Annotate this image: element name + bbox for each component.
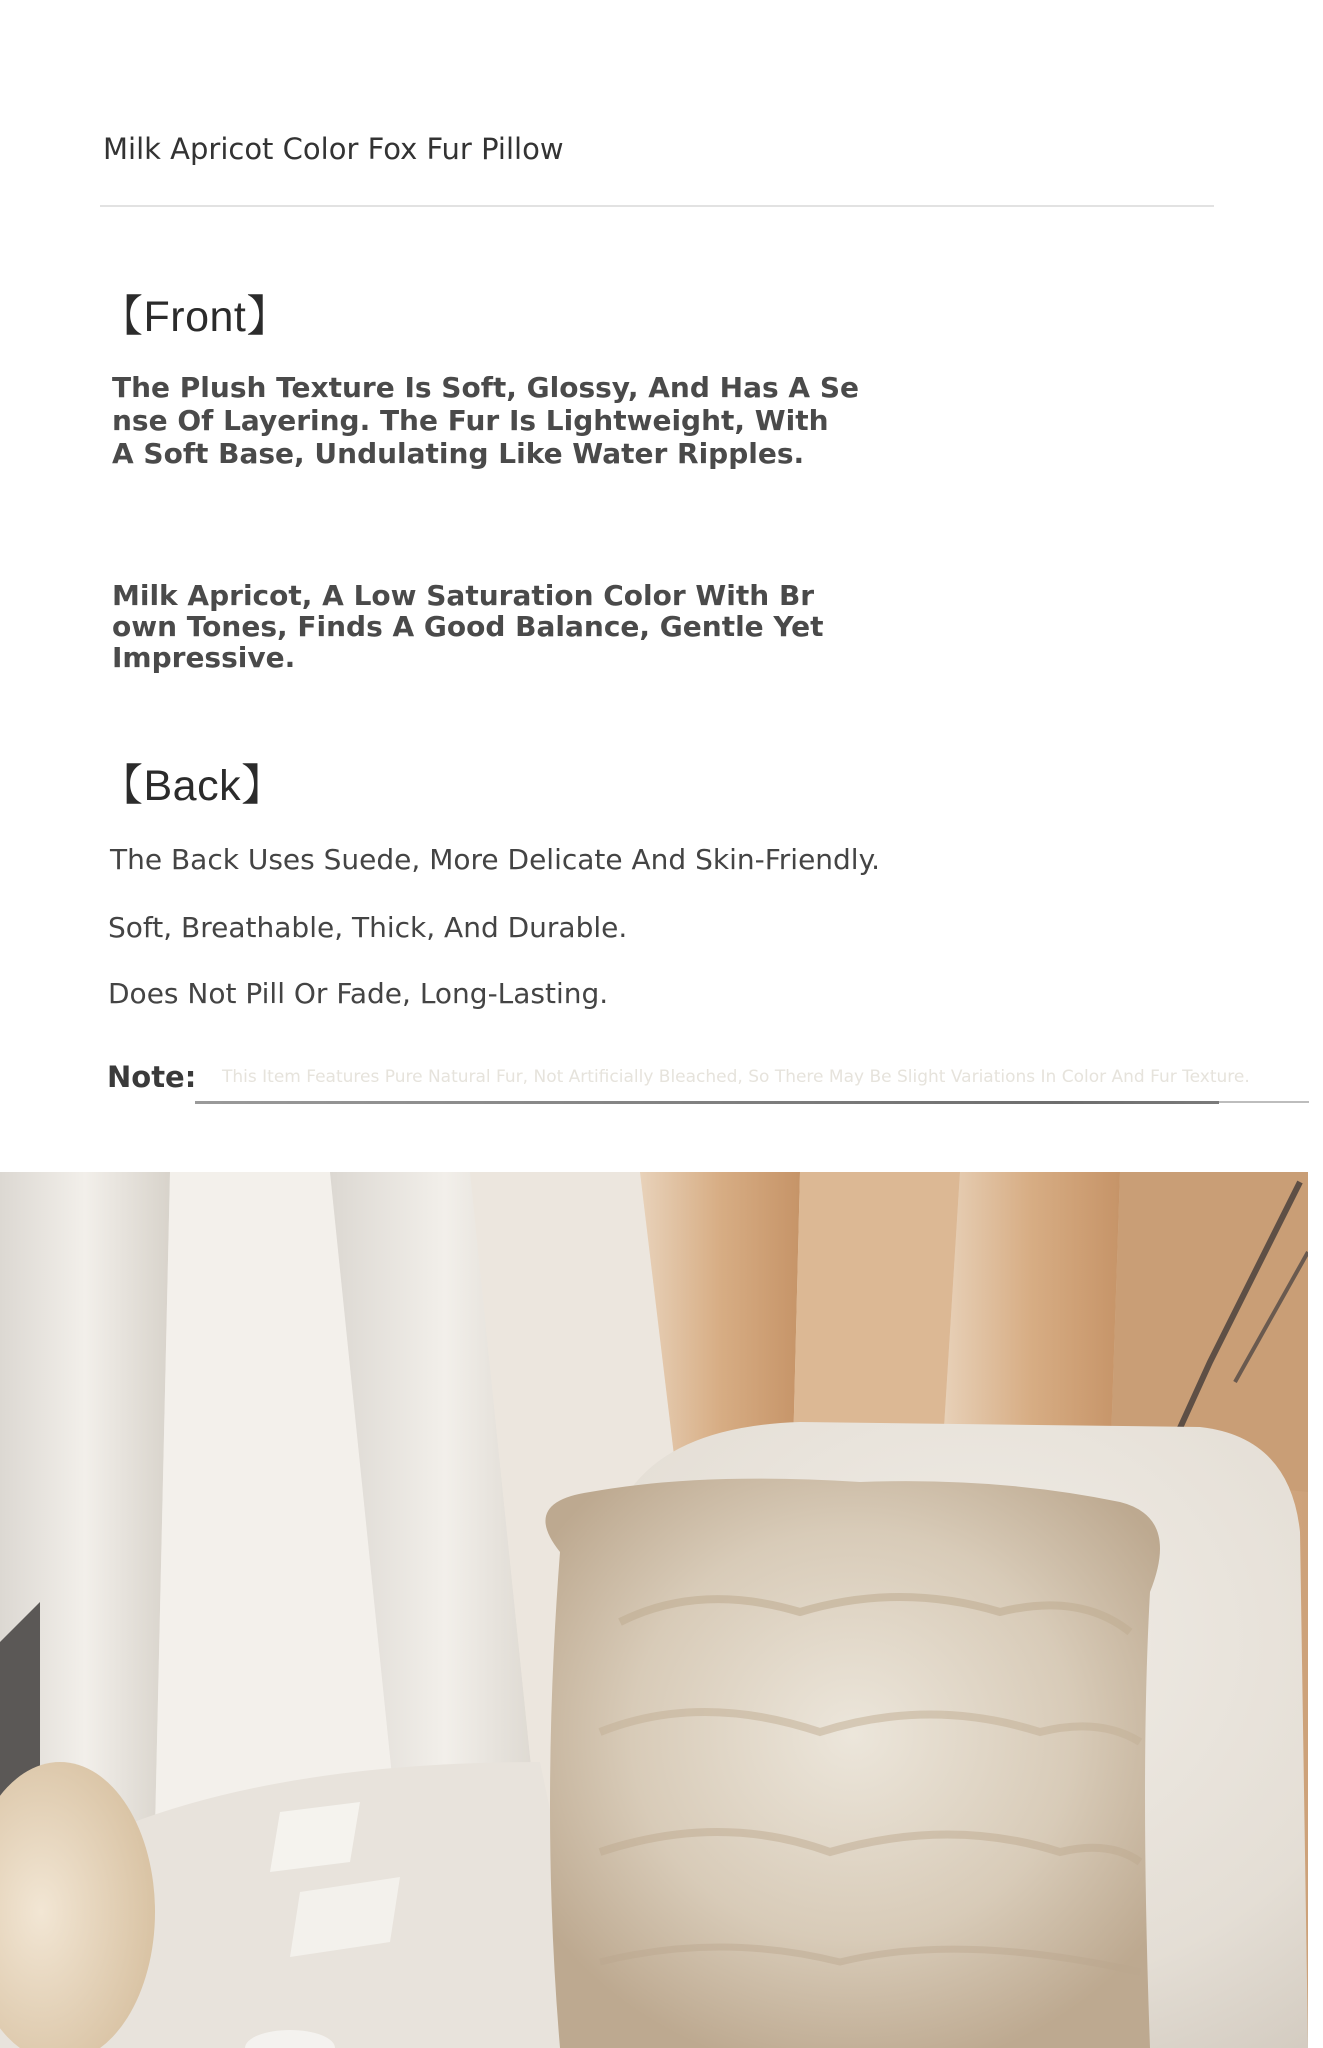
paragraph-line: Milk Apricot, A Low Saturation Color With Br [112,579,815,612]
front-heading: 【Front】 [100,293,290,341]
paragraph-line: A Soft Base, Undulating Like Water Ripples. [112,437,805,470]
back-line-breathable: Soft, Breathable, Thick, And Durable. [108,911,628,944]
paragraph-line: nse Of Layering. The Fur Is Lightweight, With [112,404,829,437]
note-divider-tail [1219,1101,1309,1103]
note-text: This Item Features Pure Natural Fur, Not Artificially Bleached, So There May Be Slight Variations In Color And Fur Texture. [222,1067,1250,1087]
note-divider [195,1101,1219,1104]
paragraph-line: own Tones, Finds A Good Balance, Gentle Yet [112,610,824,643]
product-photo [0,1172,1308,2048]
back-line-durable: Does Not Pill Or Fade, Long-Lasting. [108,977,609,1010]
front-paragraph-color [112,580,824,673]
product-title: Milk Apricot Color Fox Fur Pillow [103,132,564,166]
paragraph-line: The Plush Texture Is Soft, Glossy, And Has A Se [112,371,859,404]
header-divider [100,205,1214,207]
front-paragraph-texture [112,371,859,470]
back-heading: 【Back】 [100,762,285,810]
paragraph-line: Impressive. [112,641,296,674]
back-line-suede: The Back Uses Suede, More Delicate And Skin-Friendly. [110,843,881,876]
note-label: Note: [107,1060,197,1094]
